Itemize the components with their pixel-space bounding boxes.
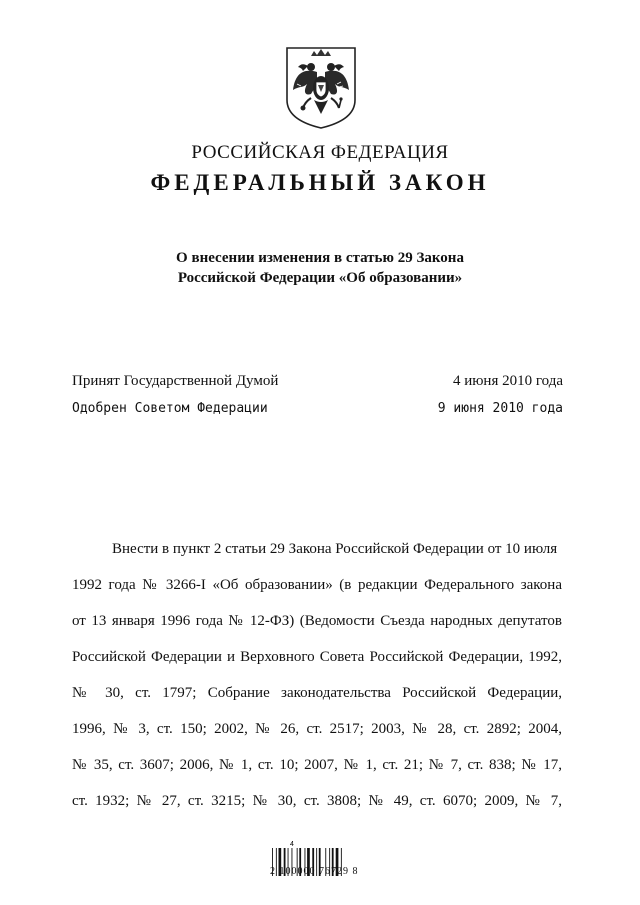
body-line: Внести в пункт 2 статьи 29 Закона Российской Федерации от 10 июля xyxy=(112,541,558,557)
law-subject-line-1: О внесении изменения в статью 29 Закона xyxy=(176,250,464,266)
law-type-heading: ФЕДЕРАЛЬНЫЙ ЗАКОН xyxy=(150,170,490,195)
adopted-date: 4 июня 2010 года xyxy=(452,373,563,389)
body-line: Российской Федерации и Верховного Совета Российской Федерации, 1992, xyxy=(72,649,562,665)
country-title: РОССИЙСКАЯ ФЕДЕРАЦИЯ xyxy=(191,142,449,163)
body-line: № 35, ст. 3607; 2006, № 1, ст. 10; 2007, № 1, ст. 21; № 7, ст. 838; № 17, xyxy=(72,757,562,773)
body-line: № 30, ст. 1797; Собрание законодательства Российской Федерации, xyxy=(72,685,562,701)
approved-date: 9 июня 2010 года xyxy=(437,401,563,416)
barcode-number: 2 100000 76729 8 xyxy=(270,866,359,877)
coat-of-arms-emblem xyxy=(281,44,361,130)
barcode-top-mark: 4 xyxy=(290,841,294,848)
law-subject-line-2: Российской Федерации «Об образовании» xyxy=(177,270,463,286)
adopted-by-duma-label: Принят Государственной Думой xyxy=(72,373,279,389)
body-line: ст. 1932; № 27, ст. 3215; № 30, ст. 3808; № 49, ст. 6070; 2009, № 7, xyxy=(72,793,562,809)
approved-by-council-label: Одобрен Советом Федерации xyxy=(72,401,268,416)
body-line: 1996, № 3, ст. 150; 2002, № 26, ст. 2517; 2003, № 28, ст. 2892; 2004, xyxy=(72,721,562,737)
body-line: от 13 января 1996 года № 12-ФЗ) (Ведомости Съезда народных депутатов xyxy=(72,613,562,629)
barcode xyxy=(270,828,370,892)
body-line: 1992 года № 3266-I «Об образовании» (в редакции Федерального закона xyxy=(72,577,562,593)
